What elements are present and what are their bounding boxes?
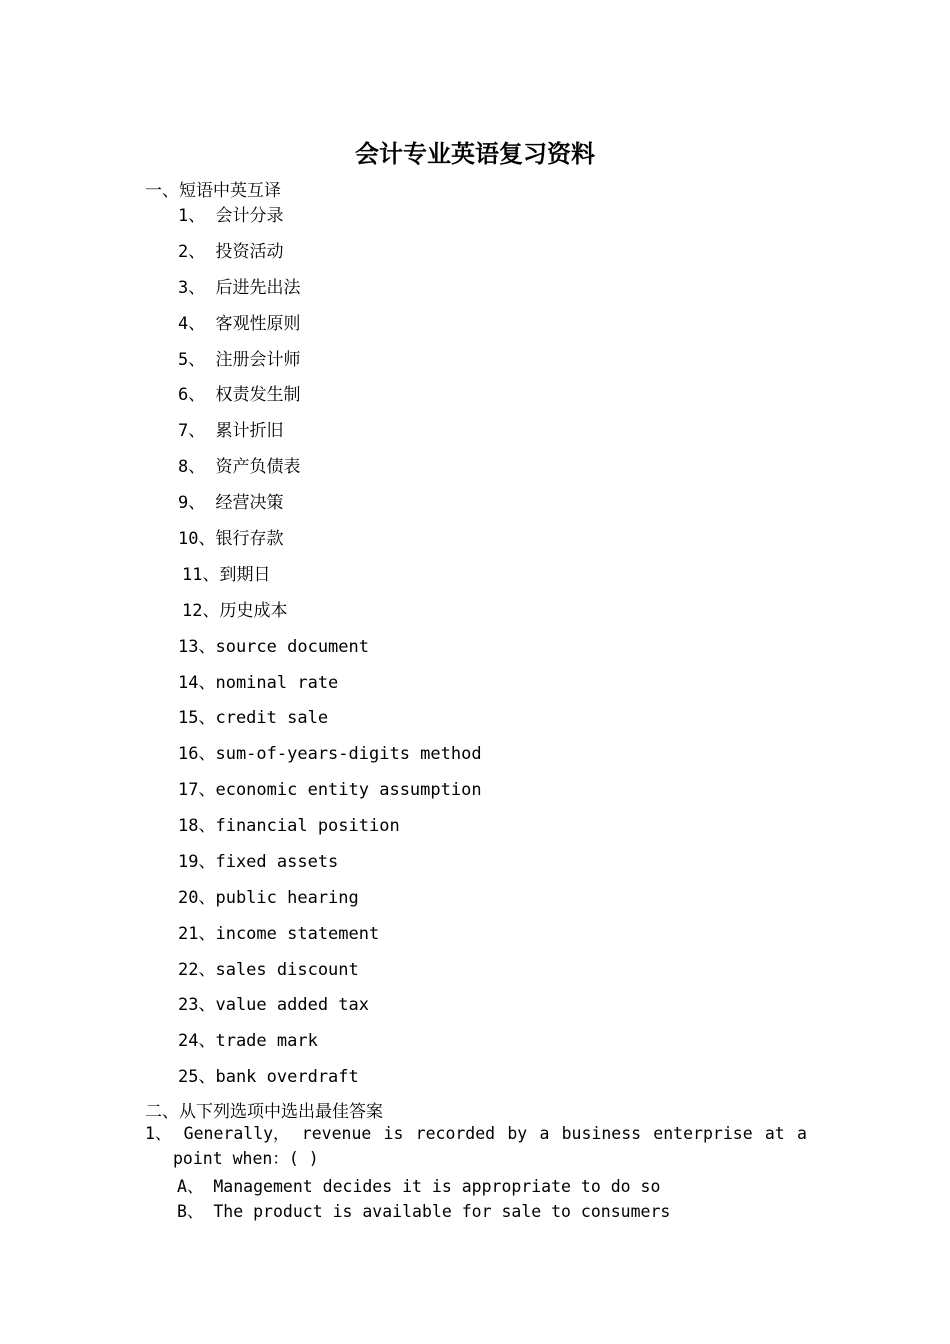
question-1-word: recorded — [415, 1124, 496, 1143]
phrase-item: 14、nominal rate — [178, 673, 339, 693]
question-1-word: a — [796, 1124, 807, 1143]
phrase-item: 18、financial position — [178, 816, 400, 836]
phrase-item: 10、银行存款 — [178, 529, 284, 549]
phrase-item: 19、fixed assets — [178, 852, 339, 872]
phrase-item: 23、value added tax — [178, 995, 369, 1015]
phrase-item: 20、public hearing — [178, 888, 359, 908]
question-1-word: at — [764, 1124, 785, 1143]
section-heading-phrases: 一、短语中英互译 — [145, 181, 281, 201]
phrase-item: 16、sum-of-years-digits method — [178, 744, 482, 764]
question-1-word: 1、 — [145, 1124, 172, 1143]
phrase-item: 3、 后进先出法 — [178, 278, 301, 298]
phrase-item: 24、trade mark — [178, 1031, 318, 1051]
question-1-option-b: B、 The product is available for sale to consumers — [177, 1202, 671, 1221]
question-1 — [145, 1121, 807, 1171]
phrase-item: 8、 资产负债表 — [178, 457, 301, 477]
phrase-item: 21、income statement — [178, 924, 380, 944]
phrase-item: 22、sales discount — [178, 960, 359, 980]
question-1-line-1 — [145, 1121, 807, 1146]
page-title: 会计专业英语复习资料 — [355, 139, 595, 168]
phrase-item: 5、 注册会计师 — [178, 350, 301, 370]
question-1-line-2: point when：( ) — [173, 1149, 319, 1168]
phrase-item: 11、到期日 — [182, 565, 271, 585]
phrase-item: 4、 客观性原则 — [178, 314, 301, 334]
question-1-word: is — [383, 1124, 404, 1143]
phrase-item: 12、历史成本 — [182, 601, 288, 621]
phrase-item: 15、credit sale — [178, 708, 329, 728]
question-1-word: a — [539, 1124, 550, 1143]
phrase-item: 6、 权责发生制 — [178, 385, 301, 405]
phrase-item: 13、source document — [178, 637, 369, 657]
question-1-option-a: A、 Management decides it is appropriate to do so — [177, 1177, 661, 1196]
section-heading-multiple-choice: 二、从下列选项中选出最佳答案 — [145, 1102, 383, 1122]
phrase-item: 25、bank overdraft — [178, 1067, 359, 1087]
question-1-word: business — [561, 1124, 642, 1143]
phrase-item: 17、economic entity assumption — [178, 780, 482, 800]
phrase-item: 1、 会计分录 — [178, 206, 284, 226]
phrase-item: 9、 经营决策 — [178, 493, 284, 513]
question-1-word: enterprise — [653, 1124, 753, 1143]
question-1-word: by — [507, 1124, 528, 1143]
phrase-item: 2、 投资活动 — [178, 242, 284, 262]
phrase-item: 7、 累计折旧 — [178, 421, 284, 441]
question-1-word: Generally， — [183, 1124, 290, 1143]
question-1-word: revenue — [301, 1124, 372, 1143]
